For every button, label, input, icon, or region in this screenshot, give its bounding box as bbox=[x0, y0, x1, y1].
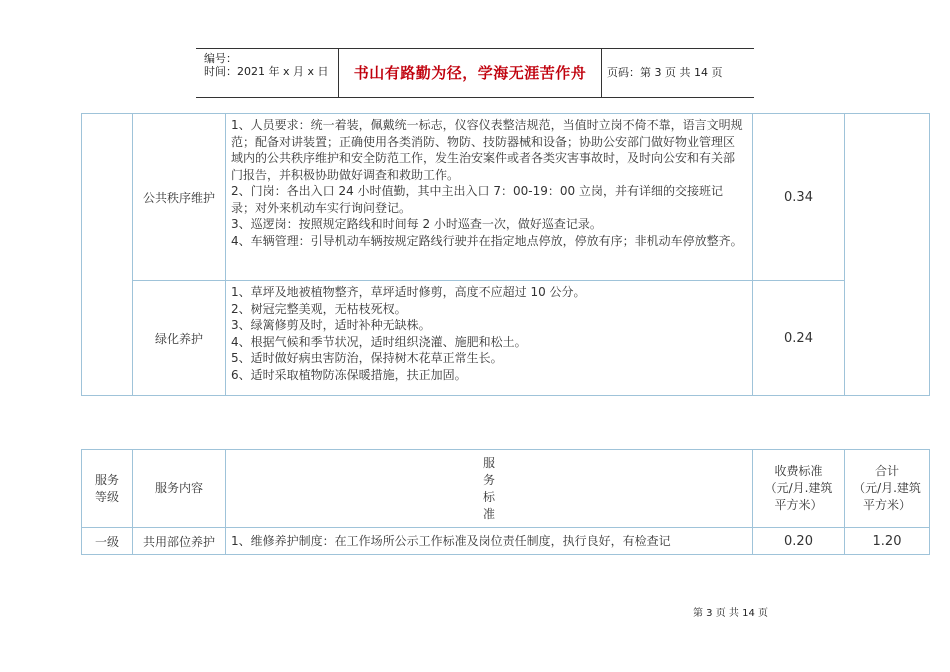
page-footer: 第 3 页 共 14 页 bbox=[693, 608, 768, 619]
document-time-label: 时间：2021 年 x 月 x 日 bbox=[204, 65, 329, 78]
service-content-cell: 共用部位养护 bbox=[133, 528, 226, 555]
service-standards-table-grade-one bbox=[81, 449, 930, 555]
total-cell: 1.20 bbox=[845, 528, 930, 555]
header-slogan-cell bbox=[339, 49, 602, 97]
header-meta bbox=[196, 49, 339, 97]
table-header-row bbox=[82, 450, 930, 528]
header-page-label: 页码：第 3 页 共 14 页 bbox=[607, 66, 723, 79]
service-name-cell: 公共秩序维护 bbox=[133, 114, 226, 281]
service-standard-cell: 1、人员要求：统一着装，佩戴统一标志，仪容仪表整洁规范，当值时立岗不倚不靠，语言文明规范；配备对讲装置；正确使用各类消防、物防、技防器械和设备；协助公安部门做好物业管理区域内的公共秩序维护和安全防范工作，发生治安案件或者各类灾害事故时，及时向公安和有关部门报告，并积极协助做好调查和救助工作。 2、门岗：各出入口 24 小时值勤，其中主出入口 7：00-19：00 立岗，并有详细的交接班记录；对外来机动车实行询问登记。 3、巡逻岗：按照规定路线和时间每 2 小时巡查一次，做好巡查记录。 4、车辆管理：引导机动车辆按规定路线行驶并在指定地点停放，停放有序；非机动车停放整齐。 bbox=[226, 114, 753, 281]
header-service-content: 服务内容 bbox=[133, 450, 226, 528]
fee-cell: 0.24 bbox=[753, 281, 845, 396]
table-row bbox=[82, 281, 930, 396]
service-standard-cell: 1、维修养护制度：在工作场所公示工作标准及岗位责任制度，执行良好，有检查记 bbox=[226, 528, 753, 555]
service-level-cell: 一级 bbox=[82, 528, 133, 555]
document-header bbox=[196, 48, 754, 98]
table-row bbox=[82, 528, 930, 555]
service-standard-cell: 1、草坪及地被植物整齐，草坪适时修剪，高度不应超过 10 公分。 2、树冠完整美观，无枯枝死杈。 3、绿篱修剪及时，适时补种无缺株。 4、根据气候和季节状况，适时组织浇灌、施肥和松土。 5、适时做好病虫害防治，保持树木花草正常生长。 6、适时采取植物防冻保暖措施，扶正加固。 bbox=[226, 281, 753, 396]
header-total: 合计 （元/月.建筑 平方米） bbox=[845, 450, 930, 528]
table-cell-level bbox=[82, 114, 133, 396]
header-fee-standard: 收费标准 （元/月.建筑 平方米） bbox=[753, 450, 845, 528]
table-row bbox=[82, 114, 930, 281]
header-service-standard: 服 务 标 准 bbox=[226, 450, 753, 528]
document-number-label: 编号： bbox=[204, 52, 237, 65]
service-standards-table-continued bbox=[81, 113, 930, 396]
header-service-level: 服务 等级 bbox=[82, 450, 133, 528]
header-slogan: 书山有路勤为径，学海无涯苦作舟 bbox=[353, 64, 587, 82]
total-cell bbox=[845, 114, 930, 396]
fee-cell: 0.34 bbox=[753, 114, 845, 281]
fee-cell: 0.20 bbox=[753, 528, 845, 555]
service-name-cell: 绿化养护 bbox=[133, 281, 226, 396]
